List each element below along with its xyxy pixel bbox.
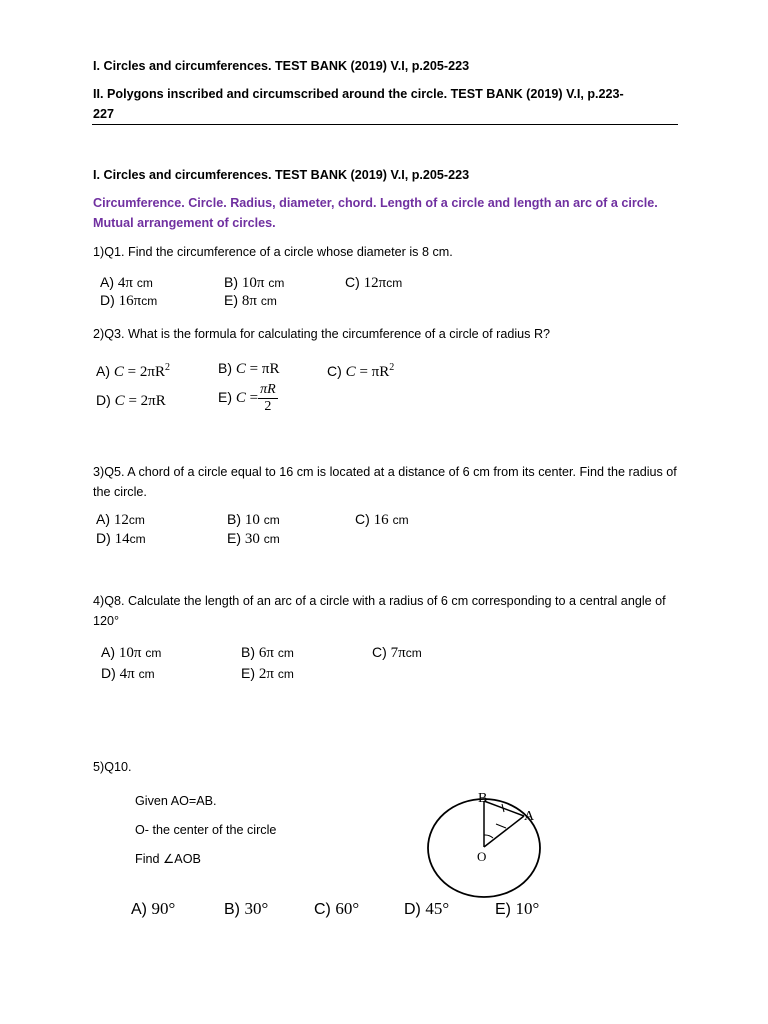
label-a: A (524, 809, 535, 824)
q2-option-c: C) $C = \pi R^2$ (327, 362, 395, 380)
q1-option-d: D) 16πcm (100, 292, 158, 309)
q4-option-d: D) 4π cm (101, 665, 155, 682)
section-topic: Circumference. Circle. Radius, diameter, chord. Length of a circle and length an arc of a circle. Mutual arrangement of circles. (93, 196, 658, 230)
q3-option-a: A) 12cm (96, 511, 145, 528)
q5-given-line-2: O- the center of the circle (135, 823, 277, 837)
q5-option-c: C) 60° (314, 899, 360, 918)
q1-option-c: C) 12πcm (345, 274, 403, 291)
q4-option-e: E) 2π cm (241, 665, 294, 682)
q2-option-e: E) C = $\frac{\pi R}{2}$ (218, 382, 276, 414)
q5-given-line-1: Given AO=AB. (135, 794, 217, 808)
question-4-text: 4)Q8. Calculate the length of an arc of a circle with a radius of 6 cm corresponding to a central angle of 120° (93, 594, 666, 628)
q1-option-b: B) 10π cm (224, 274, 285, 291)
header-line-2-continued: 227 (93, 107, 115, 121)
header-line-2: II. Polygons inscribed and circumscribed around the circle. TEST BANK (2019) V.I, p.223- (93, 87, 624, 101)
angle-arc (484, 835, 493, 838)
tick-mark (496, 824, 506, 828)
q3-option-c: C) 16 cm (355, 511, 409, 528)
q3-option-b: B) 10 cm (227, 511, 280, 528)
q4-option-b: B) 6π cm (241, 644, 294, 661)
q4-option-c: C) 7πcm (372, 644, 422, 661)
header-line-1: I. Circles and circumferences. TEST BANK (2019) V.I, p.205-223 (93, 59, 470, 73)
q2-option-d: D) C = 2πR (96, 392, 166, 409)
circle-figure (420, 786, 560, 902)
question-3-text: 3)Q5. A chord of a circle equal to 16 cm is located at a distance of 6 cm from its center. Find the radius of the circle. (93, 465, 677, 499)
q4-option-a: A) 10π cm (101, 644, 162, 661)
question-2-text: 2)Q3. What is the formula for calculating the circumference of a circle of radius R? (93, 327, 551, 341)
q2-option-a: A) $C = 2\pi R^2$ (96, 362, 170, 380)
question-1-text: 1)Q1. Find the circumference of a circle whose diameter is 8 cm. (93, 245, 453, 259)
q1-option-a: A) 4π cm (100, 274, 153, 291)
q3-option-d: D) 14cm (96, 530, 146, 547)
q2-option-b: B) C = πR (218, 360, 280, 377)
q5-option-d: D) 45° (404, 899, 450, 918)
q5-option-e: E) 10° (495, 899, 540, 918)
section-title: I. Circles and circumferences. TEST BANK (2019) V.I, p.205-223 (93, 168, 470, 182)
label-b: B (478, 791, 488, 806)
label-o: O (477, 849, 487, 864)
question-5-text: 5)Q10. (93, 760, 132, 774)
q3-option-e: E) 30 cm (227, 530, 280, 547)
segment-oa (484, 816, 524, 847)
q5-option-a: A) 90° (131, 899, 176, 918)
header-divider (92, 124, 678, 125)
q1-option-e: E) 8π cm (224, 292, 277, 309)
q5-option-b: B) 30° (224, 899, 269, 918)
q5-given-line-3: Find ∠AOB (135, 852, 201, 866)
